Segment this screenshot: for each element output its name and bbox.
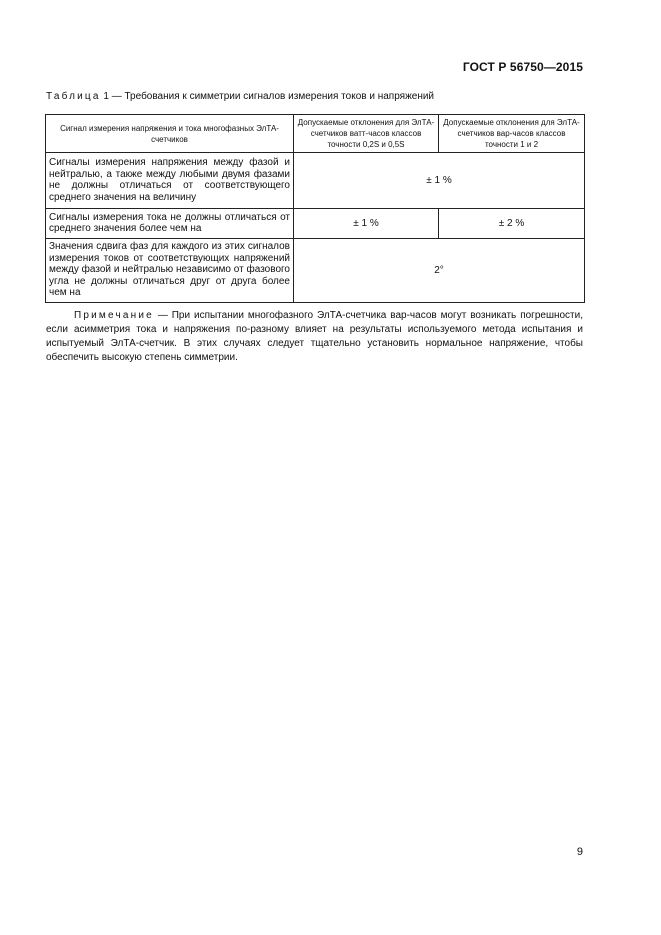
table-caption (46, 91, 434, 102)
row-value-phase-shift: 2° (294, 239, 585, 303)
note-text: — При испытании многофазного ЭлТА-счетчика вар-часов могут возникать погрешности, если асимметрия тока и напряжения по-разному влияет на результаты используемого метода испытания и испытуемый ЭлТА-счетчик. В этих случаях следует тщательно установить нормальное напряжение, чтобы обеспечить высокую степень симметрии. (46, 310, 583, 363)
row-description-current: Сигналы измерения тока не должны отличаться от среднего значения более чем на (46, 209, 294, 239)
table-row (46, 239, 585, 303)
column-header-signal: Сигнал измерения напряжения и тока многофазных ЭлТА-счетчиков (46, 115, 294, 153)
standard-id: ГОСТ Р 56750—2015 (462, 60, 583, 74)
row-description-voltage: Сигналы измерения напряжения между фазой и нейтралью, а также между любыми двумя фазами не должны отличаться от соответствующего среднего значения на величину (46, 153, 294, 209)
row-description-phase-shift: Значения сдвига фаз для каждого из этих сигналов измерения токов от соответствующих напряжений между фазой и нейтралью независимо от фазового угла не должны отличаться друг от друга более чем на (46, 239, 294, 303)
page-number: 9 (576, 846, 583, 858)
table-caption-text: 1 — Требования к симметрии сигналов измерения токов и напряжений (100, 91, 435, 102)
table-header-row (46, 115, 585, 153)
row-value-current-var: ± 2 % (439, 209, 585, 239)
row-value-current-watt: ± 1 % (294, 209, 439, 239)
note-paragraph (46, 309, 583, 365)
requirements-table (45, 114, 585, 303)
note-label: Примечание (74, 310, 154, 321)
table-row (46, 153, 585, 209)
table-row (46, 209, 585, 239)
column-header-watt-hour: Допускаемые отклонения для ЭлТА-счетчиков ватт-часов классов точности 0,2S и 0,5S (294, 115, 439, 153)
column-header-var-hour: Допускаемые отклонения для ЭлТА-счетчиков вар-часов классов точности 1 и 2 (439, 115, 585, 153)
row-value-voltage: ± 1 % (294, 153, 585, 209)
table-caption-prefix: Таблица (46, 91, 101, 102)
